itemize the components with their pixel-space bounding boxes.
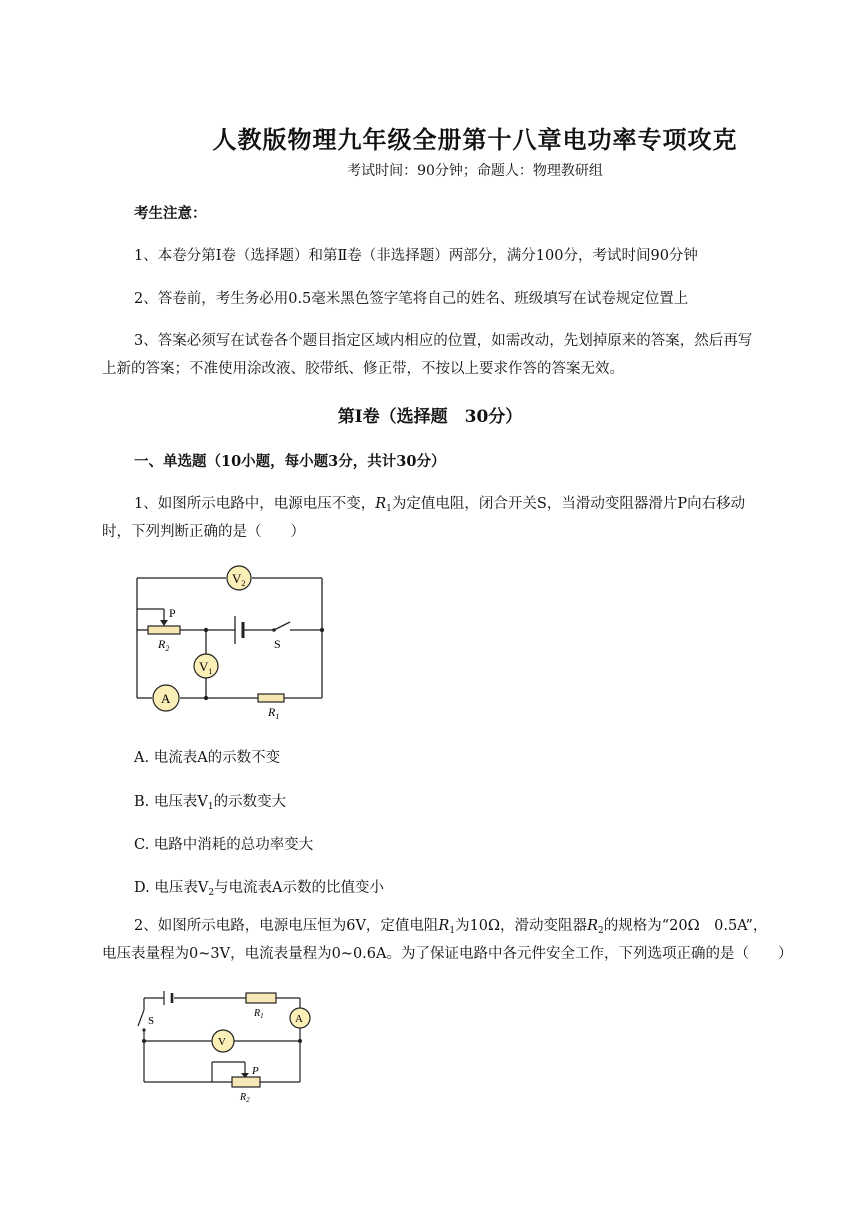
notice-item-3-cont: 上新的答案；不准使用涂改液、胶带纸、修正带，不按以上要求作答的答案无效。	[102, 361, 624, 377]
svg-text:S: S	[274, 637, 281, 651]
svg-text:R2: $R_2$	[158, 637, 170, 653]
svg-text:S: S	[148, 1015, 155, 1027]
question-1-option-b[interactable]: B. 电压表$V_1$的示数变大	[134, 794, 287, 812]
question-1-text-cont: 时，下列判断正确的是（ ）	[102, 524, 305, 540]
question-1-option-c[interactable]: C. 电路中消耗的总功率变大	[134, 837, 314, 853]
notice-item-3: 3、答案必须写在试卷各个题目指定区域内相应的位置，如需改动，先划掉原来的答案，然后再写	[134, 333, 753, 349]
svg-text:P: P	[169, 606, 176, 620]
slider-arrow-icon	[160, 620, 168, 626]
svg-text:V: V	[218, 1036, 226, 1048]
exam-info: 考试时间：90分钟；命题人：物理教研组	[347, 163, 603, 179]
question-2-circuit-diagram	[134, 986, 314, 1108]
r1-resistor-icon	[258, 694, 284, 702]
question-2-text-cont: 电压表量程为0~3V，电流表量程为0~0.6A。为了保证电路中各元件安全工作，下列选项正确的是（ ）	[102, 946, 793, 962]
svg-text:P: P	[252, 1065, 259, 1077]
question-1-option-d[interactable]: D. 电压表$V_2$与电流表A示数的比值变小	[134, 880, 385, 898]
r2-resistor-icon	[232, 1077, 260, 1087]
notice-heading: 考生注意：	[134, 205, 207, 222]
section-title: 第Ⅰ卷（选择题 30分）	[337, 407, 523, 427]
question-1-circuit-diagram	[128, 562, 332, 721]
question-2-text: 2、如图所示电路，电源电压恒为6V，定值电阻$R_1$为10Ω，滑动变阻器$R_2$的规格为“20Ω 0.5A”，	[134, 918, 768, 936]
question-1-text: 1、如图所示电路中，电源电压不变，$R_1$为定值电阻，闭合开关S，当滑动变阻器滑片P向右移动	[134, 496, 746, 514]
svg-text:R1: $R_1$	[268, 705, 280, 721]
r2-resistor-icon	[148, 626, 180, 634]
document-title: 人教版物理九年级全册第十八章电功率专项攻克	[212, 125, 738, 154]
notice-item-2: 2、答卷前，考生务必用0.5毫米黑色签字笔将自己的姓名、班级填写在试卷规定位置上	[134, 291, 689, 307]
svg-text:A: A	[161, 691, 171, 706]
svg-text:R2: $R_2$	[240, 1092, 250, 1104]
question-1-option-a[interactable]: A. 电流表A的示数不变	[134, 750, 281, 766]
svg-text:V2: $V_2$	[232, 571, 246, 588]
svg-text:A: A	[295, 1013, 303, 1025]
svg-text:V1: $V_1$	[199, 659, 213, 676]
switch-icon	[274, 622, 290, 630]
part-heading: 一、单选题（10小题，每小题3分，共计30分）	[134, 453, 446, 470]
r1-resistor-icon	[246, 993, 276, 1003]
notice-item-1: 1、本卷分第Ⅰ卷（选择题）和第Ⅱ卷（非选择题）两部分，满分100分，考试时间90分钟	[134, 248, 698, 264]
switch-icon	[138, 1010, 144, 1026]
svg-text:R1: $R_1$	[254, 1008, 264, 1020]
